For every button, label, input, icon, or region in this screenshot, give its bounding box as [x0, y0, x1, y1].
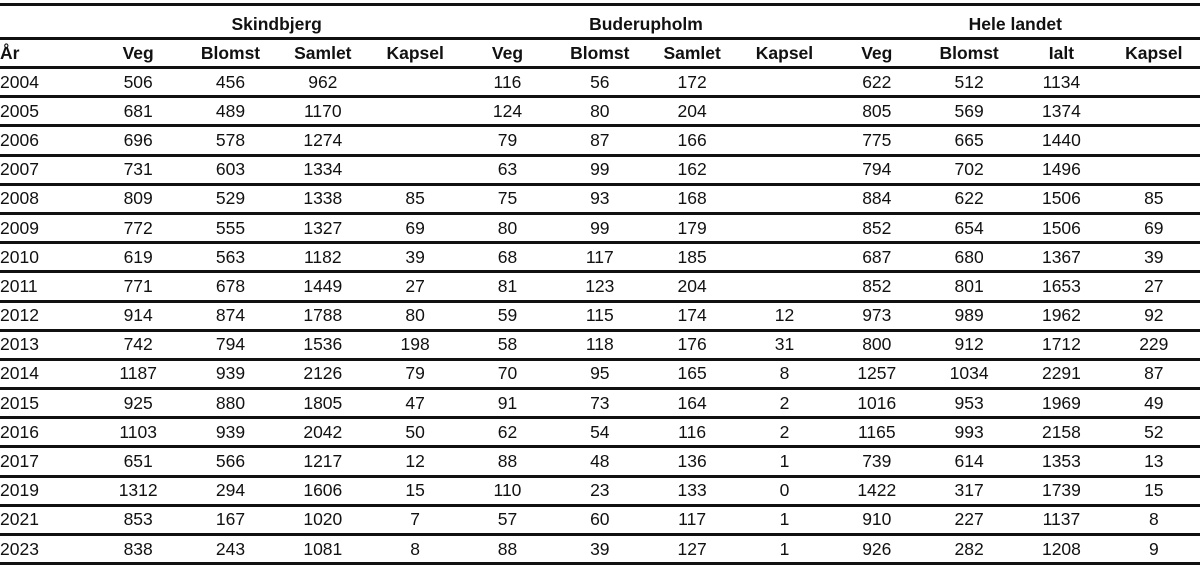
table-cell: 185	[646, 243, 738, 272]
table-cell: 8	[738, 359, 830, 388]
table-cell: 622	[923, 184, 1015, 213]
table-cell: 1	[738, 447, 830, 476]
table-cell: 69	[1108, 213, 1200, 242]
column-header: Samlet	[646, 39, 738, 68]
table-cell: 563	[184, 243, 276, 272]
table-cell: 115	[554, 301, 646, 330]
column-header: Veg	[92, 39, 184, 68]
table-cell: 1805	[277, 389, 369, 418]
table-cell: 2291	[1015, 359, 1107, 388]
table-cell: 7	[369, 505, 461, 534]
empty-header	[0, 5, 92, 39]
year-cell: 2005	[0, 97, 92, 126]
table-cell: 973	[831, 301, 923, 330]
table-cell: 164	[646, 389, 738, 418]
table-cell: 939	[184, 359, 276, 388]
table-cell: 1020	[277, 505, 369, 534]
column-header: Kapsel	[1108, 39, 1200, 68]
table-cell: 116	[461, 68, 553, 97]
table-cell	[1108, 68, 1200, 97]
table-cell: 1449	[277, 272, 369, 301]
table-cell: 79	[369, 359, 461, 388]
table-cell: 57	[461, 505, 553, 534]
year-cell: 2004	[0, 68, 92, 97]
table-cell	[369, 155, 461, 184]
year-cell: 2021	[0, 505, 92, 534]
table-cell: 962	[277, 68, 369, 97]
table-cell: 229	[1108, 330, 1200, 359]
table-cell: 54	[554, 418, 646, 447]
year-cell: 2017	[0, 447, 92, 476]
table-cell: 56	[554, 68, 646, 97]
table-cell: 1422	[831, 476, 923, 505]
table-cell: 771	[92, 272, 184, 301]
group-hele-landet: Hele landet	[831, 5, 1200, 39]
table-cell: 603	[184, 155, 276, 184]
table-cell: 162	[646, 155, 738, 184]
table-cell: 88	[461, 447, 553, 476]
table-cell: 852	[831, 272, 923, 301]
table-cell: 2158	[1015, 418, 1107, 447]
table-cell: 880	[184, 389, 276, 418]
table-cell: 92	[1108, 301, 1200, 330]
table-cell: 1	[738, 535, 830, 564]
table-cell: 31	[738, 330, 830, 359]
group-skindbjerg: Skindbjerg	[92, 5, 461, 39]
table-cell: 1208	[1015, 535, 1107, 564]
table-cell: 39	[369, 243, 461, 272]
table-row	[0, 213, 1200, 242]
table-cell: 79	[461, 126, 553, 155]
table-cell: 1170	[277, 97, 369, 126]
table-cell: 49	[1108, 389, 1200, 418]
table-cell: 8	[1108, 505, 1200, 534]
table-cell: 80	[554, 97, 646, 126]
table-row	[0, 389, 1200, 418]
table-cell	[738, 97, 830, 126]
table-cell: 73	[554, 389, 646, 418]
table-cell: 80	[461, 213, 553, 242]
table-cell: 619	[92, 243, 184, 272]
table-cell: 9	[1108, 535, 1200, 564]
table-cell: 70	[461, 359, 553, 388]
table-cell: 294	[184, 476, 276, 505]
table-cell: 136	[646, 447, 738, 476]
table-cell: 124	[461, 97, 553, 126]
table-cell: 772	[92, 213, 184, 242]
table-cell: 1506	[1015, 184, 1107, 213]
table-cell: 48	[554, 447, 646, 476]
table-cell: 1739	[1015, 476, 1107, 505]
year-cell: 2006	[0, 126, 92, 155]
year-cell: 2009	[0, 213, 92, 242]
table-cell: 680	[923, 243, 1015, 272]
table-cell: 2126	[277, 359, 369, 388]
table-row	[0, 184, 1200, 213]
table-cell: 1217	[277, 447, 369, 476]
table-cell: 68	[461, 243, 553, 272]
table-cell: 912	[923, 330, 1015, 359]
column-header-row	[0, 39, 1200, 68]
table-cell: 69	[369, 213, 461, 242]
table-cell: 1536	[277, 330, 369, 359]
table-cell: 23	[554, 476, 646, 505]
table-cell: 914	[92, 301, 184, 330]
table-cell: 59	[461, 301, 553, 330]
table-cell: 678	[184, 272, 276, 301]
table-cell: 47	[369, 389, 461, 418]
year-cell: 2012	[0, 301, 92, 330]
table-cell: 62	[461, 418, 553, 447]
table-cell: 696	[92, 126, 184, 155]
table-cell: 506	[92, 68, 184, 97]
table-cell: 681	[92, 97, 184, 126]
table-cell: 989	[923, 301, 1015, 330]
column-header: Blomst	[554, 39, 646, 68]
table-cell: 1182	[277, 243, 369, 272]
table-cell: 39	[554, 535, 646, 564]
table-cell: 81	[461, 272, 553, 301]
table-cell	[1108, 126, 1200, 155]
table-cell: 110	[461, 476, 553, 505]
table-cell: 1327	[277, 213, 369, 242]
table-cell: 91	[461, 389, 553, 418]
column-header: Kapsel	[738, 39, 830, 68]
table-cell	[1108, 155, 1200, 184]
table-cell: 15	[1108, 476, 1200, 505]
table-cell: 1187	[92, 359, 184, 388]
table-cell: 282	[923, 535, 1015, 564]
table-cell: 52	[1108, 418, 1200, 447]
table-cell: 953	[923, 389, 1015, 418]
table-cell: 118	[554, 330, 646, 359]
table-cell: 13	[1108, 447, 1200, 476]
year-cell: 2015	[0, 389, 92, 418]
table-cell: 578	[184, 126, 276, 155]
table-cell: 133	[646, 476, 738, 505]
table-cell: 654	[923, 213, 1015, 242]
table-cell: 1137	[1015, 505, 1107, 534]
table-cell: 1257	[831, 359, 923, 388]
table-cell	[369, 97, 461, 126]
table-cell: 95	[554, 359, 646, 388]
table-body	[0, 68, 1200, 564]
table-cell: 809	[92, 184, 184, 213]
table-cell: 27	[369, 272, 461, 301]
column-header: Veg	[831, 39, 923, 68]
table-cell: 204	[646, 272, 738, 301]
table-cell: 39	[1108, 243, 1200, 272]
year-cell: 2023	[0, 535, 92, 564]
table-cell: 15	[369, 476, 461, 505]
column-header: Blomst	[184, 39, 276, 68]
table-cell	[1108, 97, 1200, 126]
table-cell: 1653	[1015, 272, 1107, 301]
table-cell: 243	[184, 535, 276, 564]
table-cell: 172	[646, 68, 738, 97]
year-cell: 2019	[0, 476, 92, 505]
table-cell: 80	[369, 301, 461, 330]
table-cell: 85	[1108, 184, 1200, 213]
table-cell: 925	[92, 389, 184, 418]
table-cell: 665	[923, 126, 1015, 155]
data-table	[0, 3, 1200, 565]
table-cell: 75	[461, 184, 553, 213]
table-cell	[738, 272, 830, 301]
table-cell: 910	[831, 505, 923, 534]
table-cell: 117	[646, 505, 738, 534]
table-cell: 702	[923, 155, 1015, 184]
table-row	[0, 359, 1200, 388]
column-header: År	[0, 39, 92, 68]
table-cell	[738, 155, 830, 184]
table-cell: 63	[461, 155, 553, 184]
year-cell: 2011	[0, 272, 92, 301]
table-cell: 166	[646, 126, 738, 155]
table-row	[0, 97, 1200, 126]
table-cell	[738, 68, 830, 97]
column-header: Kapsel	[369, 39, 461, 68]
group-buderupholm: Buderupholm	[461, 5, 830, 39]
table-row	[0, 330, 1200, 359]
table-cell: 116	[646, 418, 738, 447]
table-cell: 1103	[92, 418, 184, 447]
table-cell: 884	[831, 184, 923, 213]
table-cell: 99	[554, 155, 646, 184]
table-cell: 1134	[1015, 68, 1107, 97]
year-cell: 2007	[0, 155, 92, 184]
table-cell: 1606	[277, 476, 369, 505]
table-cell	[738, 126, 830, 155]
table-row	[0, 505, 1200, 534]
year-cell: 2010	[0, 243, 92, 272]
table-cell: 1712	[1015, 330, 1107, 359]
table-cell: 176	[646, 330, 738, 359]
table-row	[0, 476, 1200, 505]
table-row	[0, 272, 1200, 301]
table-cell	[738, 243, 830, 272]
table-cell: 58	[461, 330, 553, 359]
table-cell: 739	[831, 447, 923, 476]
table-cell: 198	[369, 330, 461, 359]
table-cell: 939	[184, 418, 276, 447]
table-cell: 794	[831, 155, 923, 184]
table-cell: 1165	[831, 418, 923, 447]
table-cell: 775	[831, 126, 923, 155]
table-cell: 555	[184, 213, 276, 242]
table-cell: 1274	[277, 126, 369, 155]
table-cell	[738, 184, 830, 213]
table-cell: 123	[554, 272, 646, 301]
table-cell: 179	[646, 213, 738, 242]
year-cell: 2013	[0, 330, 92, 359]
table-cell: 93	[554, 184, 646, 213]
table-cell: 794	[184, 330, 276, 359]
table-cell: 87	[554, 126, 646, 155]
table-cell: 1081	[277, 535, 369, 564]
table-cell: 801	[923, 272, 1015, 301]
table-cell: 489	[184, 97, 276, 126]
table-cell: 1374	[1015, 97, 1107, 126]
table-row	[0, 126, 1200, 155]
table-cell: 204	[646, 97, 738, 126]
table-cell: 622	[831, 68, 923, 97]
table-cell: 874	[184, 301, 276, 330]
table-cell: 2	[738, 389, 830, 418]
table-cell: 853	[92, 505, 184, 534]
table-cell: 1496	[1015, 155, 1107, 184]
table-cell: 852	[831, 213, 923, 242]
table-row	[0, 155, 1200, 184]
table-cell: 2042	[277, 418, 369, 447]
column-header: Veg	[461, 39, 553, 68]
table-cell: 805	[831, 97, 923, 126]
table-cell: 0	[738, 476, 830, 505]
table-cell: 87	[1108, 359, 1200, 388]
table-cell: 456	[184, 68, 276, 97]
table-cell: 167	[184, 505, 276, 534]
table-row	[0, 68, 1200, 97]
table-cell: 60	[554, 505, 646, 534]
table-cell: 165	[646, 359, 738, 388]
table-cell: 1788	[277, 301, 369, 330]
table-cell: 2	[738, 418, 830, 447]
table-cell: 50	[369, 418, 461, 447]
table-cell: 993	[923, 418, 1015, 447]
table-cell: 85	[369, 184, 461, 213]
year-cell: 2008	[0, 184, 92, 213]
table-cell: 8	[369, 535, 461, 564]
table-cell: 1016	[831, 389, 923, 418]
table-cell: 614	[923, 447, 1015, 476]
table-cell: 1506	[1015, 213, 1107, 242]
table-cell: 1962	[1015, 301, 1107, 330]
table-row	[0, 447, 1200, 476]
table-cell: 687	[831, 243, 923, 272]
table-cell: 1	[738, 505, 830, 534]
table-row	[0, 535, 1200, 564]
table-cell: 1969	[1015, 389, 1107, 418]
table-cell: 731	[92, 155, 184, 184]
table-cell: 27	[1108, 272, 1200, 301]
table-cell: 569	[923, 97, 1015, 126]
column-header: Ialt	[1015, 39, 1107, 68]
table-cell: 174	[646, 301, 738, 330]
column-header: Samlet	[277, 39, 369, 68]
table-cell: 926	[831, 535, 923, 564]
table-row	[0, 243, 1200, 272]
table-cell: 566	[184, 447, 276, 476]
table-cell: 88	[461, 535, 553, 564]
table-cell: 1353	[1015, 447, 1107, 476]
group-header-row	[0, 5, 1200, 39]
table-cell: 512	[923, 68, 1015, 97]
table-cell: 529	[184, 184, 276, 213]
table-cell: 127	[646, 535, 738, 564]
column-header: Blomst	[923, 39, 1015, 68]
year-cell: 2016	[0, 418, 92, 447]
table-cell: 838	[92, 535, 184, 564]
table-row	[0, 301, 1200, 330]
table-cell: 1440	[1015, 126, 1107, 155]
table-cell	[369, 68, 461, 97]
table-cell: 1034	[923, 359, 1015, 388]
table-cell: 317	[923, 476, 1015, 505]
table-cell: 12	[369, 447, 461, 476]
table-cell: 168	[646, 184, 738, 213]
table-cell: 12	[738, 301, 830, 330]
year-cell: 2014	[0, 359, 92, 388]
table-cell: 742	[92, 330, 184, 359]
table-cell: 800	[831, 330, 923, 359]
table-row	[0, 418, 1200, 447]
table-cell: 99	[554, 213, 646, 242]
table-cell: 1334	[277, 155, 369, 184]
table-cell: 227	[923, 505, 1015, 534]
table-cell: 1338	[277, 184, 369, 213]
table-cell: 1312	[92, 476, 184, 505]
table-cell	[369, 126, 461, 155]
table-cell: 117	[554, 243, 646, 272]
table-cell	[738, 213, 830, 242]
table-cell: 1367	[1015, 243, 1107, 272]
table-cell: 651	[92, 447, 184, 476]
